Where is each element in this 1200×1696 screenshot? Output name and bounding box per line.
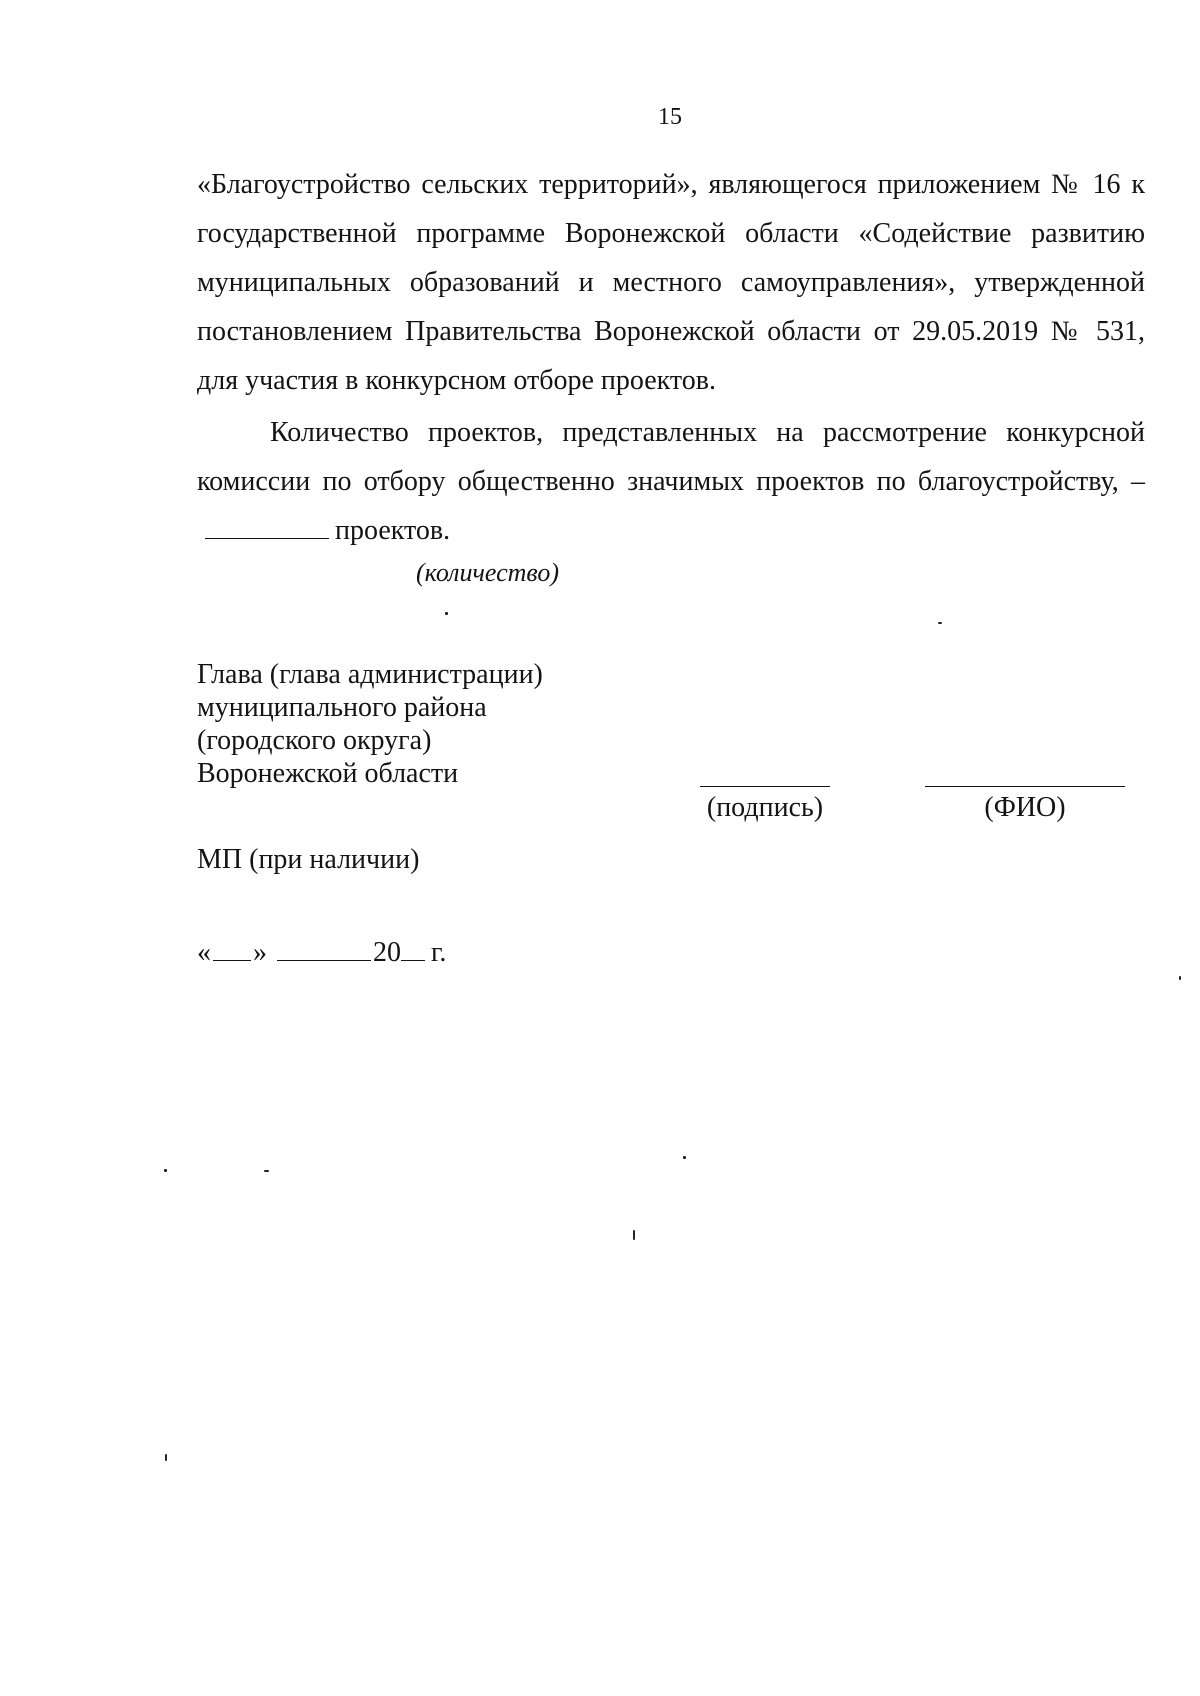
scan-speck	[633, 1230, 635, 1240]
signer-line-4: Воронежской области	[197, 758, 459, 789]
signer-line-3: (городского округа)	[197, 725, 432, 756]
signature-line	[700, 786, 830, 787]
name-line	[925, 786, 1125, 787]
signer-line-2: муниципального района	[197, 692, 487, 723]
year-blank	[401, 938, 425, 961]
scan-speck	[165, 1454, 167, 1461]
scan-speck	[683, 1156, 686, 1159]
signature-caption: (подпись)	[706, 792, 824, 823]
count-hint: (количество)	[416, 558, 560, 587]
page-number: 15	[658, 104, 682, 130]
paragraph-2-ending: проектов.	[335, 515, 451, 546]
body-paragraph-2	[197, 408, 1145, 555]
day-blank	[213, 938, 251, 961]
month-blank	[277, 938, 371, 961]
project-count-blank	[205, 516, 329, 539]
signer-line-1: Глава (глава администрации)	[197, 659, 543, 690]
date-suffix: г.	[431, 937, 447, 968]
scan-speck	[264, 1170, 269, 1172]
paragraph-2-text: Количество проектов, представленных на рассмотрение конкурсной комиссии по отбору общественно значимых проектов по благоустройству, –	[197, 417, 1145, 497]
scan-speck	[445, 612, 448, 615]
date-open-quote: «	[197, 937, 211, 968]
date-close-quote: »	[253, 937, 267, 968]
scan-speck	[164, 1169, 167, 1172]
name-caption: (ФИО)	[984, 792, 1066, 823]
signer-block	[197, 658, 543, 790]
stamp-note: МП (при наличии)	[197, 844, 420, 875]
scan-speck	[938, 622, 942, 624]
date-century: 20	[373, 937, 401, 968]
scan-speck	[1179, 976, 1181, 980]
date-line	[197, 937, 446, 969]
body-paragraph-1: «Благоустройство сельских территорий», являющегося приложением № 16 к государственной программе Воронежской области «Содействие развитию муниципальных образований и местного самоуправления», утвержденной постановлением Правительства Воронежской области от 29.05.2019 № 531, для участия в конкурсном отборе проектов.	[197, 169, 1145, 396]
